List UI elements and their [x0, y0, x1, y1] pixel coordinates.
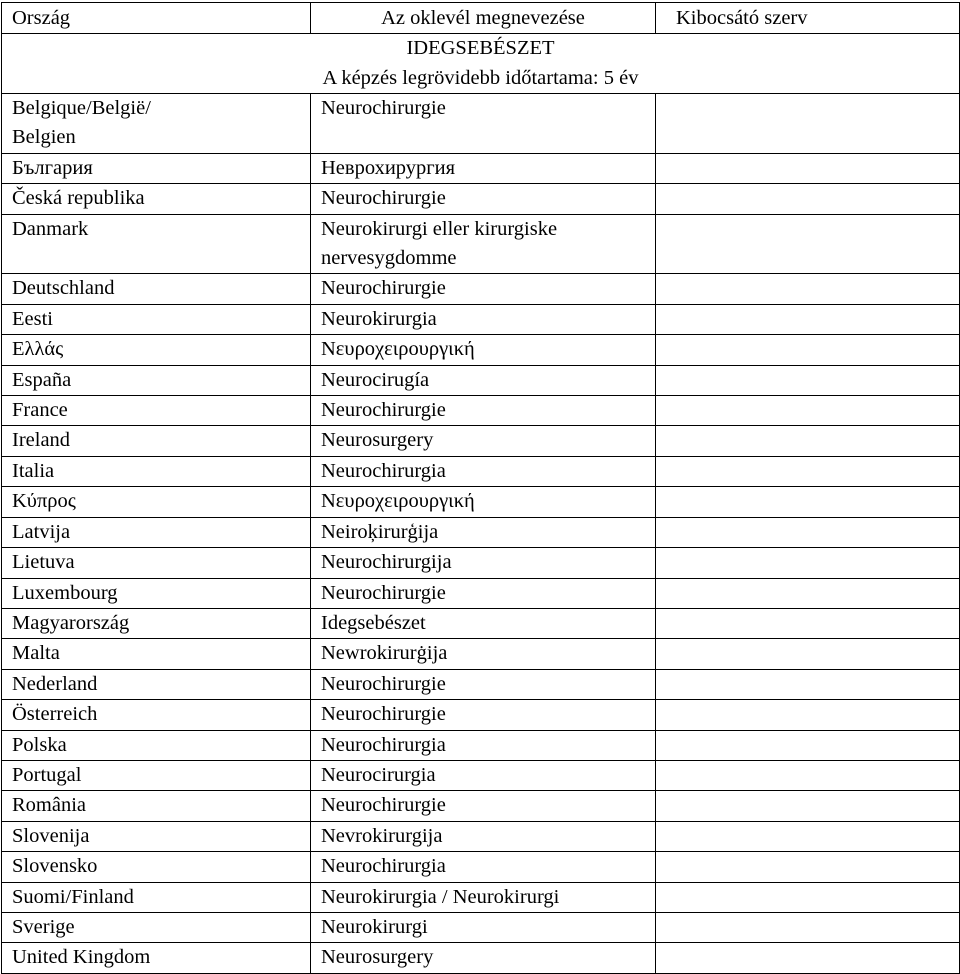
country-name: United Kingdom [12, 946, 151, 969]
table-row [2, 517, 960, 547]
issuer-cell [656, 517, 960, 547]
issuer-cell [656, 639, 960, 669]
country-name: Eesti [12, 307, 53, 330]
diploma-cell [311, 943, 656, 973]
country-name: Portugal [12, 763, 82, 786]
table-row [2, 335, 960, 365]
issuer-cell [656, 214, 960, 274]
issuer-cell [656, 274, 960, 304]
country-name: Nederland [12, 672, 98, 695]
issuer-cell [656, 669, 960, 699]
table-row [2, 912, 960, 942]
diploma-cell [311, 730, 656, 760]
diploma-name: Νευροχειρουργική [321, 338, 475, 361]
header-country: Ország [2, 3, 311, 34]
table-row [2, 578, 960, 608]
diploma-name: Neurochirurgie [321, 277, 446, 300]
country-name: Italia [12, 459, 55, 482]
table-row [2, 548, 960, 578]
issuer-cell [656, 608, 960, 638]
diploma-name: Neurosurgery [321, 946, 434, 969]
diploma-name: Neurochirurgie [321, 581, 446, 604]
diploma-name: Neurochirurgia [321, 855, 446, 878]
table-row [2, 608, 960, 638]
diploma-name: Neurochirurgia [321, 459, 446, 482]
diploma-name: Neurosurgery [321, 429, 434, 452]
table-row [2, 274, 960, 304]
country-cell [2, 730, 311, 760]
diploma-cell [311, 304, 656, 334]
issuer-cell [656, 943, 960, 973]
country-name: France [12, 399, 68, 422]
diploma-cell [311, 487, 656, 517]
diploma-name: Neurochirurgija [321, 551, 452, 574]
diploma-cell [311, 94, 656, 154]
diploma-name: Neurochirurgie [321, 794, 446, 817]
diploma-cell [311, 791, 656, 821]
country-cell [2, 335, 311, 365]
issuer-cell [656, 94, 960, 154]
diploma-table [1, 2, 960, 974]
diploma-cell [311, 760, 656, 790]
table-row [2, 184, 960, 214]
table-row [2, 700, 960, 730]
country-name: Slovensko [12, 855, 98, 878]
issuer-cell [656, 700, 960, 730]
country-name: România [12, 794, 87, 817]
diploma-name: Neurochirurgie [321, 672, 446, 695]
country-cell [2, 304, 311, 334]
country-cell [2, 821, 311, 851]
diploma-name: Неврохирургия [321, 156, 456, 179]
country-cell [2, 608, 311, 638]
table-row [2, 304, 960, 334]
issuer-cell [656, 396, 960, 426]
diploma-name: Idegsebészet [321, 611, 426, 634]
issuer-cell [656, 852, 960, 882]
country-cell [2, 669, 311, 699]
country-cell [2, 578, 311, 608]
diploma-cell [311, 426, 656, 456]
country-cell [2, 396, 311, 426]
country-name: Lietuva [12, 551, 75, 574]
table-row [2, 882, 960, 912]
diploma-name: Neiroķirurģija [321, 520, 439, 543]
diploma-cell [311, 821, 656, 851]
country-name: Κύπρος [12, 490, 76, 513]
header-diploma: Az oklevél megnevezése [311, 3, 656, 34]
issuer-cell [656, 578, 960, 608]
section-duration: A képzés legrövidebb időtartama: 5 év [322, 66, 639, 89]
table-header-row [2, 3, 960, 34]
country-name: Malta [12, 642, 60, 665]
issuer-cell [656, 791, 960, 821]
issuer-cell [656, 335, 960, 365]
diploma-cell [311, 456, 656, 486]
issuer-cell [656, 426, 960, 456]
country-cell [2, 214, 311, 274]
country-name: Latvija [12, 520, 71, 543]
country-cell [2, 365, 311, 395]
country-name: España [12, 368, 72, 391]
table-row [2, 730, 960, 760]
issuer-cell [656, 730, 960, 760]
table-row [2, 821, 960, 851]
issuer-cell [656, 548, 960, 578]
issuer-cell [656, 821, 960, 851]
country-cell [2, 791, 311, 821]
country-cell [2, 852, 311, 882]
issuer-cell [656, 184, 960, 214]
diploma-name: Newrokirurġija [321, 642, 448, 665]
diploma-cell [311, 700, 656, 730]
country-cell [2, 426, 311, 456]
country-name: Ireland [12, 429, 71, 452]
diploma-cell [311, 214, 656, 274]
country-name: Suomi/Finland [12, 885, 134, 908]
country-name: Česká republika [12, 187, 145, 210]
diploma-name: Neurocirugía [321, 368, 430, 391]
table-row [2, 791, 960, 821]
diploma-name: Neurochirurgie [321, 187, 446, 210]
country-cell [2, 882, 311, 912]
section-title: IDEGSEBÉSZET [406, 37, 555, 59]
diploma-cell [311, 335, 656, 365]
diploma-cell [311, 396, 656, 426]
country-name: Ελλάς [12, 338, 64, 361]
issuer-cell [656, 304, 960, 334]
diploma-cell [311, 517, 656, 547]
diploma-cell [311, 669, 656, 699]
country-cell [2, 184, 311, 214]
country-cell [2, 94, 311, 154]
diploma-name: Neurochirurgie [321, 399, 446, 422]
table-row [2, 456, 960, 486]
table-row [2, 852, 960, 882]
diploma-cell [311, 184, 656, 214]
country-cell [2, 912, 311, 942]
diploma-cell [311, 548, 656, 578]
diploma-name: nervesygdomme [321, 247, 457, 270]
diploma-cell [311, 912, 656, 942]
diploma-name: Neurochirurgie [321, 97, 446, 119]
table-row [2, 669, 960, 699]
issuer-cell [656, 760, 960, 790]
table-row [2, 365, 960, 395]
section-cell [2, 34, 960, 94]
diploma-name: Neurochirurgie [321, 703, 446, 726]
table-row [2, 94, 960, 154]
table-row [2, 396, 960, 426]
table-row [2, 639, 960, 669]
country-cell [2, 639, 311, 669]
diploma-name: Neurokirurgi eller kirurgiske [321, 217, 558, 240]
country-cell [2, 274, 311, 304]
diploma-name: Νευροχειρουργική [321, 490, 475, 513]
country-name: Deutschland [12, 277, 115, 300]
country-cell [2, 517, 311, 547]
country-name: България [12, 156, 93, 179]
table-row [2, 943, 960, 973]
country-name: Österreich [12, 703, 98, 726]
country-cell [2, 760, 311, 790]
table-row [2, 153, 960, 183]
issuer-cell [656, 365, 960, 395]
table-row [2, 214, 960, 274]
country-name: Luxembourg [12, 581, 118, 604]
country-cell [2, 943, 311, 973]
country-cell [2, 487, 311, 517]
country-name: Magyarország [12, 611, 130, 634]
country-name: Belgique/België/ [12, 97, 151, 119]
diploma-cell [311, 365, 656, 395]
issuer-cell [656, 153, 960, 183]
diploma-name: Neurokirurgi [321, 915, 428, 938]
diploma-cell [311, 639, 656, 669]
issuer-cell [656, 456, 960, 486]
diploma-cell [311, 852, 656, 882]
table-row [2, 760, 960, 790]
diploma-name: Neurokirurgia / Neurokirurgi [321, 885, 560, 908]
document [1, 2, 959, 974]
header-issuer: Kibocsátó szerv [656, 3, 960, 34]
diploma-cell [311, 274, 656, 304]
table-row [2, 487, 960, 517]
country-cell [2, 456, 311, 486]
table-row [2, 426, 960, 456]
country-name: Polska [12, 733, 67, 756]
diploma-cell [311, 153, 656, 183]
section-row [2, 34, 960, 94]
diploma-cell [311, 608, 656, 638]
country-cell [2, 700, 311, 730]
diploma-name: Neurocirurgia [321, 763, 436, 786]
country-name: Danmark [12, 217, 89, 240]
country-name: Belgien [12, 126, 76, 149]
diploma-cell [311, 578, 656, 608]
diploma-cell [311, 882, 656, 912]
country-cell [2, 153, 311, 183]
country-cell [2, 548, 311, 578]
diploma-name: Nevrokirurgija [321, 824, 443, 847]
issuer-cell [656, 912, 960, 942]
diploma-name: Neurochirurgia [321, 733, 446, 756]
issuer-cell [656, 487, 960, 517]
issuer-cell [656, 882, 960, 912]
diploma-name: Neurokirurgia [321, 307, 437, 330]
country-name: Slovenija [12, 824, 90, 847]
country-name: Sverige [12, 915, 75, 938]
